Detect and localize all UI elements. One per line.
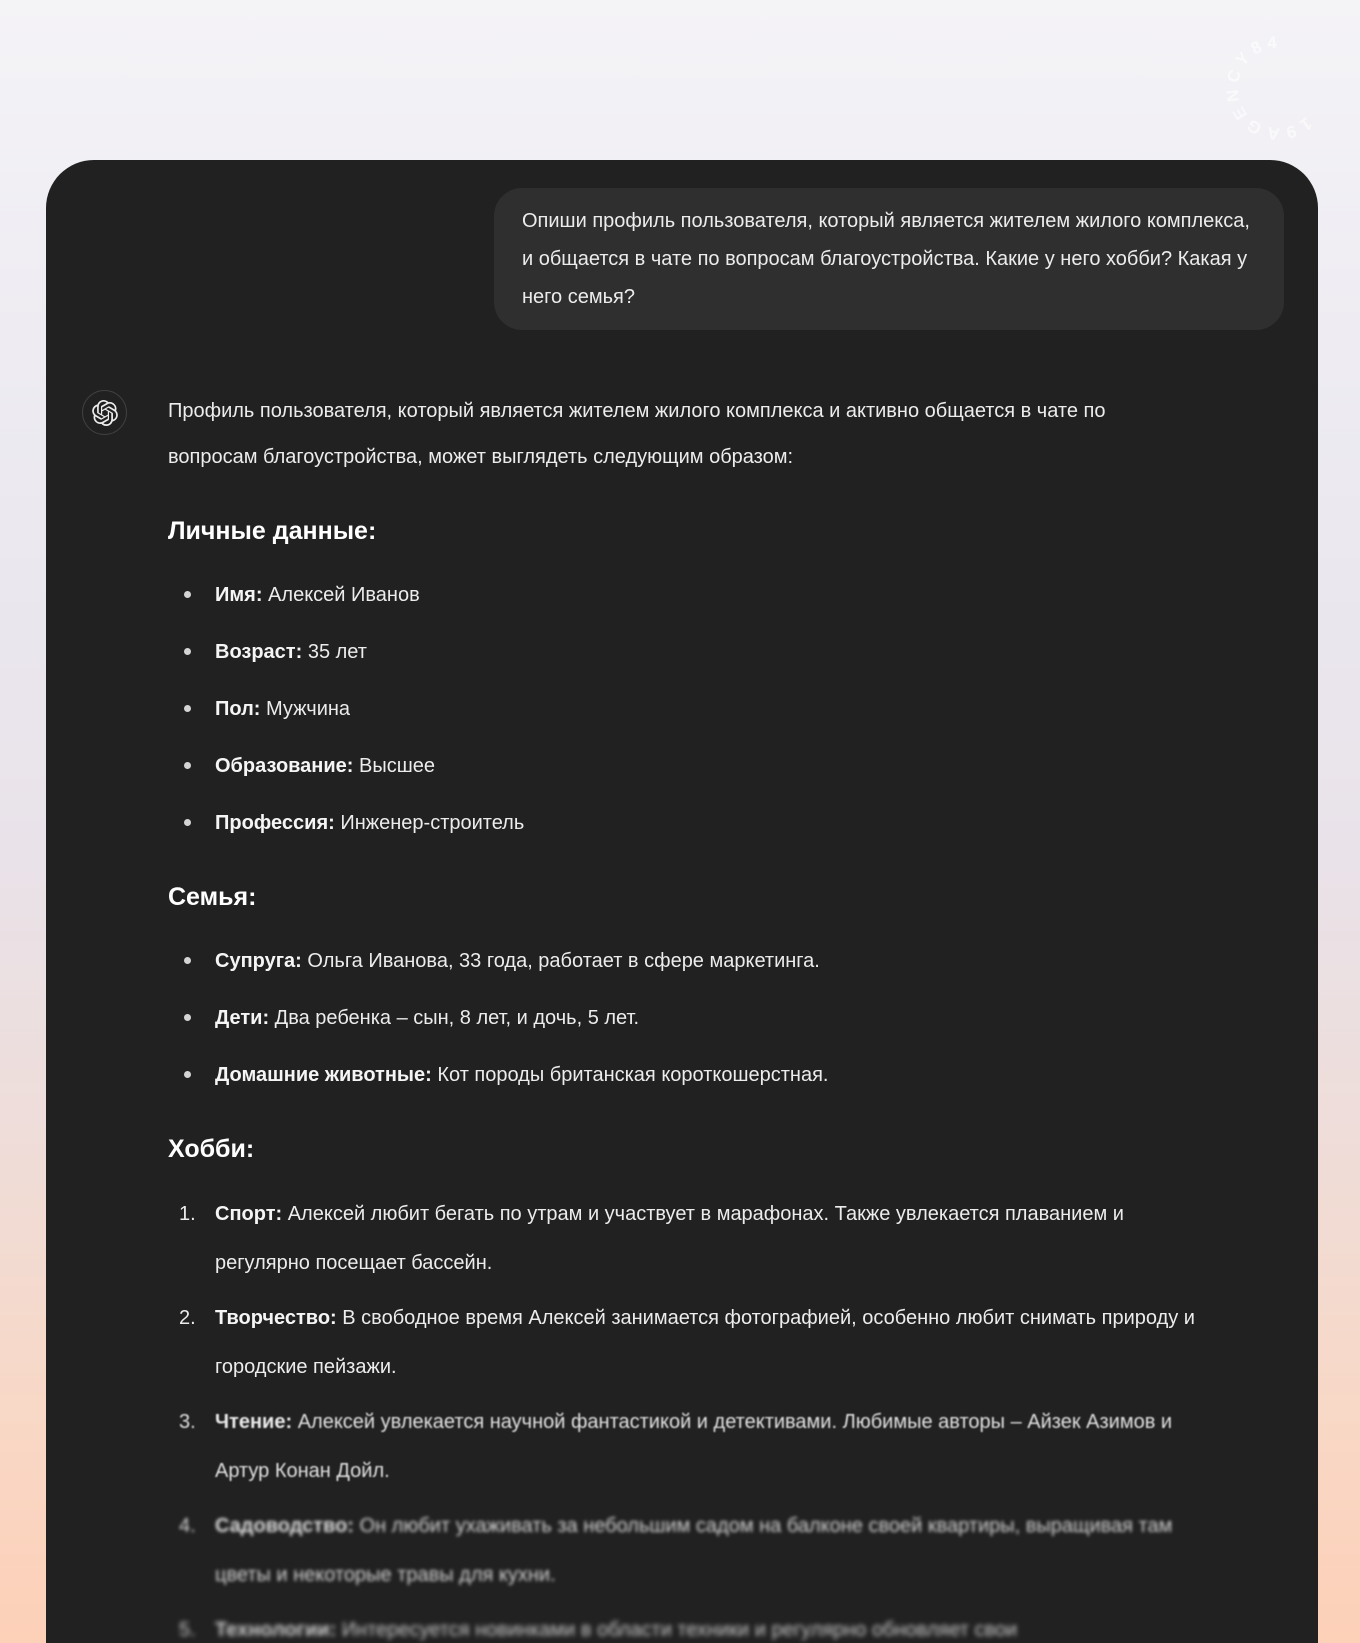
bullet-list <box>168 938 1224 1098</box>
list-item <box>168 1052 1224 1098</box>
bullet-icon <box>168 800 215 826</box>
item-label: Дети: <box>215 1007 270 1029</box>
bullet-icon <box>168 743 215 769</box>
bullet-icon <box>168 572 215 598</box>
item-label: Пол: <box>215 698 261 720</box>
list-item <box>168 686 1224 732</box>
list-item <box>168 1190 1224 1288</box>
list-item <box>168 572 1224 618</box>
assistant-avatar <box>82 390 127 435</box>
list-item <box>168 995 1224 1041</box>
bullet-icon <box>168 995 215 1021</box>
item-label: Спорт: <box>215 1203 283 1225</box>
assistant-message <box>82 388 1224 1643</box>
numbered-list <box>168 1190 1224 1643</box>
list-number: 4. <box>179 1515 196 1537</box>
list-item-text: Дети: Два ребенка – сын, 8 лет, и дочь, 5 лет. <box>215 1007 640 1029</box>
item-label: Супруга: <box>215 950 302 972</box>
list-item-text: Супруга: Ольга Иванова, 33 года, работает в сфере маркетинга. <box>215 950 820 972</box>
section-heading: Личные данные: <box>168 517 377 545</box>
item-label: Садоводство: <box>215 1515 354 1537</box>
user-message-bubble: Опиши профиль пользователя, который является жителем жилого комплекса, и общается в чате по вопросам благоустройства. Какие у него хобби? Какая у него семья? <box>494 188 1284 330</box>
item-label: Имя: <box>215 584 263 606</box>
item-label: Технологии: <box>215 1619 337 1641</box>
assistant-message-body <box>168 388 1224 1643</box>
bullet-icon <box>168 1052 215 1078</box>
bullet-icon <box>168 686 215 712</box>
item-label: Творчество: <box>215 1307 337 1329</box>
list-item-text: Возраст: 35 лет <box>215 641 367 663</box>
chat-card <box>46 160 1318 1643</box>
item-label: Возраст: <box>215 641 303 663</box>
list-item-text: Образование: Высшее <box>215 755 436 777</box>
bullet-icon <box>168 629 215 655</box>
bullet-list <box>168 572 1224 846</box>
list-item-text: Профессия: Инженер-строитель <box>215 812 525 834</box>
list-number: 1. <box>179 1203 196 1225</box>
list-item-text: Технологии: Интересуется новинками в области техники и регулярно обновляет свои <box>215 1619 1018 1641</box>
list-item-text: Домашние животные: Кот породы британская короткошерстная. <box>215 1064 829 1086</box>
list-item-text: Садоводство: Он любит ухаживать за небольшим садом на балконе своей квартиры, выращивая там цветы и некоторые травы для кухни. <box>215 1515 1173 1586</box>
list-item <box>168 938 1224 984</box>
section-heading: Семья: <box>168 883 257 911</box>
list-number: 5. <box>179 1619 196 1641</box>
item-label: Чтение: <box>215 1411 293 1433</box>
assistant-sections <box>168 514 1224 1643</box>
list-item-text: Творчество: В свободное время Алексей занимается фотографией, особенно любит снимать природу и городские пейзажи. <box>215 1307 1195 1378</box>
item-label: Домашние животные: <box>215 1064 432 1086</box>
list-item-text: Пол: Мужчина <box>215 698 351 720</box>
bullet-icon <box>168 938 215 964</box>
list-item <box>168 1502 1224 1600</box>
list-item <box>168 800 1224 846</box>
item-label: Образование: <box>215 755 354 777</box>
list-number: 3. <box>179 1411 196 1433</box>
list-item <box>168 1606 1224 1643</box>
watermark-circular-text: 19AGENCY84 <box>1222 32 1316 144</box>
list-item-text: Имя: Алексей Иванов <box>215 584 420 606</box>
list-item <box>168 743 1224 789</box>
agency-watermark <box>1203 13 1353 163</box>
list-item <box>168 1398 1224 1496</box>
item-label: Профессия: <box>215 812 335 834</box>
assistant-intro-paragraph: Профиль пользователя, который является жителем жилого комплекса и активно общается в чате по вопросам благоустройства, может выглядеть следующим образом: <box>168 400 1106 468</box>
list-number: 2. <box>179 1307 196 1329</box>
section-heading: Хобби: <box>168 1135 255 1163</box>
list-item <box>168 629 1224 675</box>
openai-logo-icon <box>92 400 118 426</box>
list-item-text: Чтение: Алексей увлекается научной фантастикой и детективами. Любимые авторы – Айзек Азимов и Артур Конан Дойл. <box>215 1411 1173 1482</box>
list-item <box>168 1294 1224 1392</box>
list-item-text: Спорт: Алексей любит бегать по утрам и участвует в марафонах. Также увлекается плаванием и регулярно посещает бассейн. <box>215 1203 1124 1274</box>
